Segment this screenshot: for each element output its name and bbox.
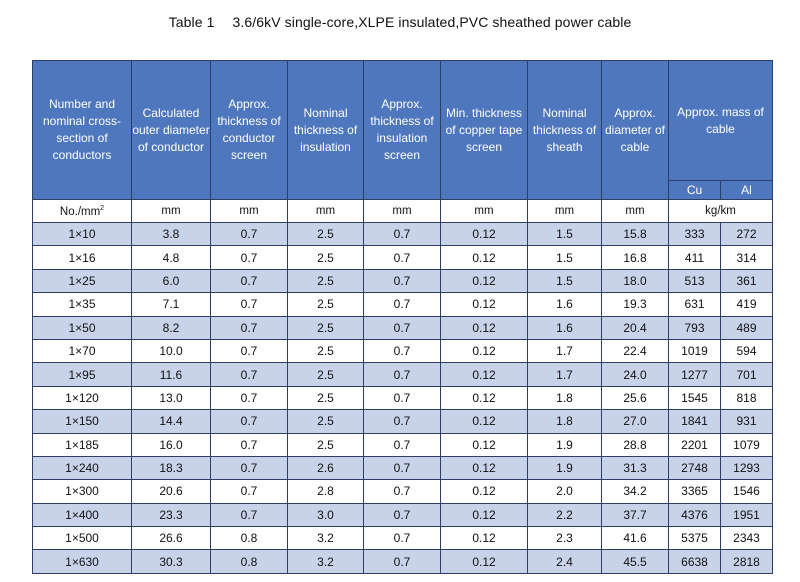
table-cell: 2.5 bbox=[288, 246, 364, 269]
unit-cell: mm bbox=[132, 200, 211, 223]
table-cell: 4376 bbox=[669, 503, 721, 526]
table-cell: 0.7 bbox=[211, 339, 288, 362]
table-cell: 0.12 bbox=[441, 480, 528, 503]
table-cell: 1×70 bbox=[33, 339, 132, 362]
table-cell: 1×185 bbox=[33, 433, 132, 456]
table-cell: 1×500 bbox=[33, 527, 132, 550]
table-cell: 1.7 bbox=[528, 363, 602, 386]
table-cell: 2201 bbox=[669, 433, 721, 456]
table-cell: 0.7 bbox=[211, 269, 288, 292]
header-mass-al: Al bbox=[721, 181, 773, 200]
table-cell: 0.7 bbox=[364, 456, 441, 479]
table-cell: 818 bbox=[721, 386, 773, 409]
table-cell: 419 bbox=[721, 293, 773, 316]
table-cell: 0.12 bbox=[441, 410, 528, 433]
units-row bbox=[33, 200, 773, 223]
table-cell: 1545 bbox=[669, 386, 721, 409]
table-cell: 1.8 bbox=[528, 410, 602, 433]
table-cell: 0.7 bbox=[211, 293, 288, 316]
table-cell: 24.0 bbox=[602, 363, 669, 386]
table-cell: 1546 bbox=[721, 480, 773, 503]
table-cell: 1×300 bbox=[33, 480, 132, 503]
table-row bbox=[33, 456, 773, 479]
table-cell: 2748 bbox=[669, 456, 721, 479]
table-cell: 489 bbox=[721, 316, 773, 339]
header-sheath-thickness: Nominal thickness of sheath bbox=[528, 61, 602, 200]
table-cell: 1×150 bbox=[33, 410, 132, 433]
unit-cell: mm bbox=[528, 200, 602, 223]
table-cell: 1.9 bbox=[528, 433, 602, 456]
table-cell: 0.12 bbox=[441, 433, 528, 456]
table-cell: 26.6 bbox=[132, 527, 211, 550]
table-cell: 1×95 bbox=[33, 363, 132, 386]
table-row bbox=[33, 550, 773, 573]
header-insulation-screen: Approx. thickness of insulation screen bbox=[364, 61, 441, 200]
table-cell: 31.3 bbox=[602, 456, 669, 479]
table-cell: 2.2 bbox=[528, 503, 602, 526]
unit-cell: mm bbox=[288, 200, 364, 223]
table-cell: 45.5 bbox=[602, 550, 669, 573]
table-cell: 1841 bbox=[669, 410, 721, 433]
table-cell: 0.7 bbox=[211, 386, 288, 409]
table-cell: 2.3 bbox=[528, 527, 602, 550]
table-cell: 4.8 bbox=[132, 246, 211, 269]
table-row bbox=[33, 410, 773, 433]
table-cell: 0.7 bbox=[364, 363, 441, 386]
table-row bbox=[33, 269, 773, 292]
table-row bbox=[33, 293, 773, 316]
table-cell: 1×630 bbox=[33, 550, 132, 573]
table-cell: 0.7 bbox=[211, 456, 288, 479]
table-cell: 1.5 bbox=[528, 269, 602, 292]
table-cell: 1019 bbox=[669, 339, 721, 362]
table-cell: 19.3 bbox=[602, 293, 669, 316]
table-cell: 3365 bbox=[669, 480, 721, 503]
table-cell: 0.7 bbox=[211, 480, 288, 503]
table-title bbox=[0, 14, 800, 30]
table-row bbox=[33, 316, 773, 339]
table-cell: 411 bbox=[669, 246, 721, 269]
table-cell: 16.8 bbox=[602, 246, 669, 269]
header-cable-mass: Approx. mass of cable bbox=[669, 61, 773, 181]
table-cell: 1.6 bbox=[528, 293, 602, 316]
table-cell: 0.7 bbox=[211, 363, 288, 386]
table-cell: 18.3 bbox=[132, 456, 211, 479]
table-cell: 0.7 bbox=[364, 293, 441, 316]
unit-cell: kg/km bbox=[669, 200, 773, 223]
table-cell: 631 bbox=[669, 293, 721, 316]
table-cell: 3.2 bbox=[288, 527, 364, 550]
table-cell: 0.12 bbox=[441, 456, 528, 479]
table-cell: 1×25 bbox=[33, 269, 132, 292]
table-cell: 0.7 bbox=[364, 316, 441, 339]
header-cable-diameter: Approx. diameter of cable bbox=[602, 61, 669, 200]
table-cell: 1293 bbox=[721, 456, 773, 479]
unit-cell: mm bbox=[441, 200, 528, 223]
table-cell: 0.12 bbox=[441, 246, 528, 269]
header-mass-cu: Cu bbox=[669, 181, 721, 200]
table-cell: 15.8 bbox=[602, 223, 669, 246]
table-cell: 2.5 bbox=[288, 339, 364, 362]
table-cell: 0.7 bbox=[364, 503, 441, 526]
table-cell: 10.0 bbox=[132, 339, 211, 362]
table-cell: 0.7 bbox=[211, 503, 288, 526]
table-cell: 1.6 bbox=[528, 316, 602, 339]
table-cell: 2.5 bbox=[288, 410, 364, 433]
table-cell: 2.0 bbox=[528, 480, 602, 503]
table-cell: 0.12 bbox=[441, 363, 528, 386]
table-cell: 0.12 bbox=[441, 293, 528, 316]
table-cell: 0.7 bbox=[364, 339, 441, 362]
table-row bbox=[33, 223, 773, 246]
table-cell: 6638 bbox=[669, 550, 721, 573]
unit-cell: mm bbox=[211, 200, 288, 223]
table-cell: 1×16 bbox=[33, 246, 132, 269]
table-cell: 13.0 bbox=[132, 386, 211, 409]
unit-cell: $No./mm^2$ bbox=[33, 200, 132, 223]
table-caption: 3.6/6kV single-core,XLPE insulated,PVC sheathed power cable bbox=[232, 14, 632, 30]
table-cell: 513 bbox=[669, 269, 721, 292]
table-cell: 0.7 bbox=[364, 410, 441, 433]
table-cell: 2.5 bbox=[288, 386, 364, 409]
table-cell: 6.0 bbox=[132, 269, 211, 292]
table-cell: 25.6 bbox=[602, 386, 669, 409]
table-cell: 0.7 bbox=[211, 246, 288, 269]
table-cell: 3.8 bbox=[132, 223, 211, 246]
table-cell: 41.6 bbox=[602, 527, 669, 550]
table-cell: 1079 bbox=[721, 433, 773, 456]
table-cell: 333 bbox=[669, 223, 721, 246]
table-cell: 0.7 bbox=[211, 433, 288, 456]
table-cell: 1.7 bbox=[528, 339, 602, 362]
table-cell: 272 bbox=[721, 223, 773, 246]
table-cell: 7.1 bbox=[132, 293, 211, 316]
table-cell: 14.4 bbox=[132, 410, 211, 433]
table-cell: 2818 bbox=[721, 550, 773, 573]
table-cell: 1.9 bbox=[528, 456, 602, 479]
header-cross-section: Number and nominal cross-section of conductors bbox=[33, 61, 132, 200]
table-cell: 594 bbox=[721, 339, 773, 362]
table-cell: 1.5 bbox=[528, 223, 602, 246]
table-cell: 2.6 bbox=[288, 456, 364, 479]
table-cell: 37.7 bbox=[602, 503, 669, 526]
table-cell: 11.6 bbox=[132, 363, 211, 386]
table-cell: 2.4 bbox=[528, 550, 602, 573]
table-cell: 1×120 bbox=[33, 386, 132, 409]
table-cell: 2.5 bbox=[288, 223, 364, 246]
table-cell: 2.5 bbox=[288, 293, 364, 316]
table-cell: 2.8 bbox=[288, 480, 364, 503]
header-conductor-diameter: Calculated outer diameter of conductor bbox=[132, 61, 211, 200]
table-cell: 1×35 bbox=[33, 293, 132, 316]
table-cell: 0.8 bbox=[211, 550, 288, 573]
table-cell: 793 bbox=[669, 316, 721, 339]
table-number: Table 1 bbox=[168, 14, 215, 30]
table-cell: 1×240 bbox=[33, 456, 132, 479]
table-cell: 0.7 bbox=[211, 316, 288, 339]
table-cell: 361 bbox=[721, 269, 773, 292]
table-cell: 701 bbox=[721, 363, 773, 386]
table-cell: 0.7 bbox=[211, 410, 288, 433]
table-row bbox=[33, 527, 773, 550]
table-cell: 20.4 bbox=[602, 316, 669, 339]
table-cell: 3.0 bbox=[288, 503, 364, 526]
table-cell: 8.2 bbox=[132, 316, 211, 339]
header-conductor-screen: Approx. thickness of conductor screen bbox=[211, 61, 288, 200]
table-cell: 0.7 bbox=[364, 480, 441, 503]
table-cell: 5375 bbox=[669, 527, 721, 550]
table-cell: 0.12 bbox=[441, 503, 528, 526]
table-cell: 2.5 bbox=[288, 316, 364, 339]
table-cell: 2.5 bbox=[288, 363, 364, 386]
table-cell: 0.12 bbox=[441, 316, 528, 339]
table-cell: 314 bbox=[721, 246, 773, 269]
table-cell: 27.0 bbox=[602, 410, 669, 433]
table-cell: 0.7 bbox=[364, 269, 441, 292]
table-cell: 34.2 bbox=[602, 480, 669, 503]
table-cell: 16.0 bbox=[132, 433, 211, 456]
table-row bbox=[33, 386, 773, 409]
table-cell: 1×10 bbox=[33, 223, 132, 246]
table-cell: 0.7 bbox=[364, 386, 441, 409]
table-cell: 0.7 bbox=[364, 246, 441, 269]
cable-spec-table bbox=[32, 60, 773, 574]
table-cell: 0.7 bbox=[211, 223, 288, 246]
table-cell: 18.0 bbox=[602, 269, 669, 292]
header-copper-tape: Min. thickness of copper tape screen bbox=[441, 61, 528, 200]
table-row bbox=[33, 339, 773, 362]
table-cell: 0.12 bbox=[441, 527, 528, 550]
table-cell: 0.12 bbox=[441, 223, 528, 246]
table-cell: 0.12 bbox=[441, 339, 528, 362]
unit-cell: mm bbox=[364, 200, 441, 223]
table-cell: 30.3 bbox=[132, 550, 211, 573]
header-insulation-thickness: Nominal thickness of insulation bbox=[288, 61, 364, 200]
table-cell: 1277 bbox=[669, 363, 721, 386]
table-row bbox=[33, 433, 773, 456]
table-cell: 0.7 bbox=[364, 223, 441, 246]
table-cell: 0.7 bbox=[364, 550, 441, 573]
table-cell: 1×50 bbox=[33, 316, 132, 339]
table-cell: 0.12 bbox=[441, 269, 528, 292]
table-cell: 2.5 bbox=[288, 269, 364, 292]
table-cell: 0.7 bbox=[364, 527, 441, 550]
table-cell: 23.3 bbox=[132, 503, 211, 526]
unit-cell: mm bbox=[602, 200, 669, 223]
table-cell: 1.8 bbox=[528, 386, 602, 409]
table-cell: 0.8 bbox=[211, 527, 288, 550]
table-row bbox=[33, 503, 773, 526]
table-cell: 20.6 bbox=[132, 480, 211, 503]
table-cell: 1.5 bbox=[528, 246, 602, 269]
table-cell: 1×400 bbox=[33, 503, 132, 526]
table-cell: 2.5 bbox=[288, 433, 364, 456]
table-cell: 1951 bbox=[721, 503, 773, 526]
table-row bbox=[33, 480, 773, 503]
table-row bbox=[33, 363, 773, 386]
table-cell: 931 bbox=[721, 410, 773, 433]
table-cell: 22.4 bbox=[602, 339, 669, 362]
table-row bbox=[33, 246, 773, 269]
table-cell: 3.2 bbox=[288, 550, 364, 573]
table-cell: 0.12 bbox=[441, 386, 528, 409]
table-cell: 28.8 bbox=[602, 433, 669, 456]
table-cell: 0.7 bbox=[364, 433, 441, 456]
table-cell: 0.12 bbox=[441, 550, 528, 573]
table-cell: 2343 bbox=[721, 527, 773, 550]
